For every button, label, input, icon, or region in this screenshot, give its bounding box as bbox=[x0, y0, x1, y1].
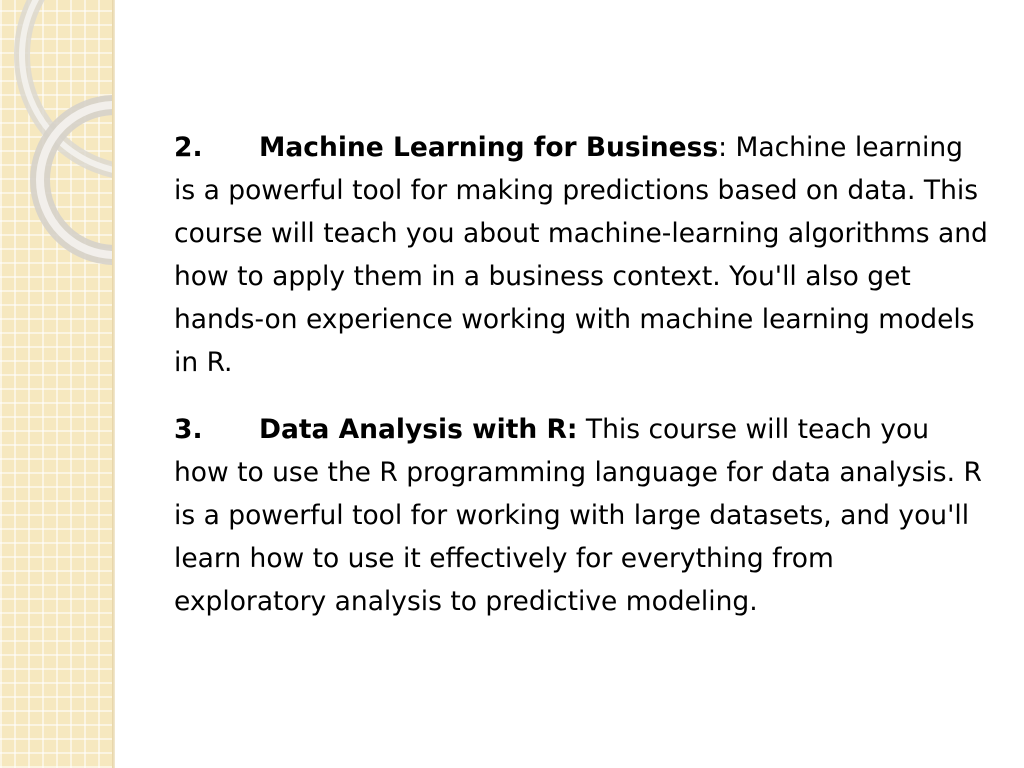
list-item bbox=[174, 408, 989, 623]
list-item bbox=[174, 126, 989, 384]
decorative-rings bbox=[0, 0, 112, 768]
item-body: Machine learning is a powerful tool for making predictions based on data. This course will teach you about machine-learning algorithms and how to apply them in a business context. You'll also get hands-on experience working with machine learning models in R. bbox=[174, 132, 988, 378]
item-body: This course will teach you how to use the R programming language for data analysis. R is a powerful tool for working with large datasets, and you'll learn how to use it effectively for everything from exploratory analysis to predictive modeling. bbox=[174, 414, 982, 617]
item-separator: : bbox=[718, 132, 728, 163]
item-title: Data Analysis with R: bbox=[259, 414, 578, 445]
item-title: Machine Learning for Business bbox=[259, 132, 719, 163]
item-number: 3. bbox=[174, 414, 203, 445]
slide-content bbox=[174, 126, 989, 647]
side-panel-edge bbox=[112, 0, 115, 768]
decorative-ring-small bbox=[40, 105, 112, 255]
item-number: 2. bbox=[174, 132, 203, 163]
decorative-side-panel bbox=[0, 0, 112, 768]
